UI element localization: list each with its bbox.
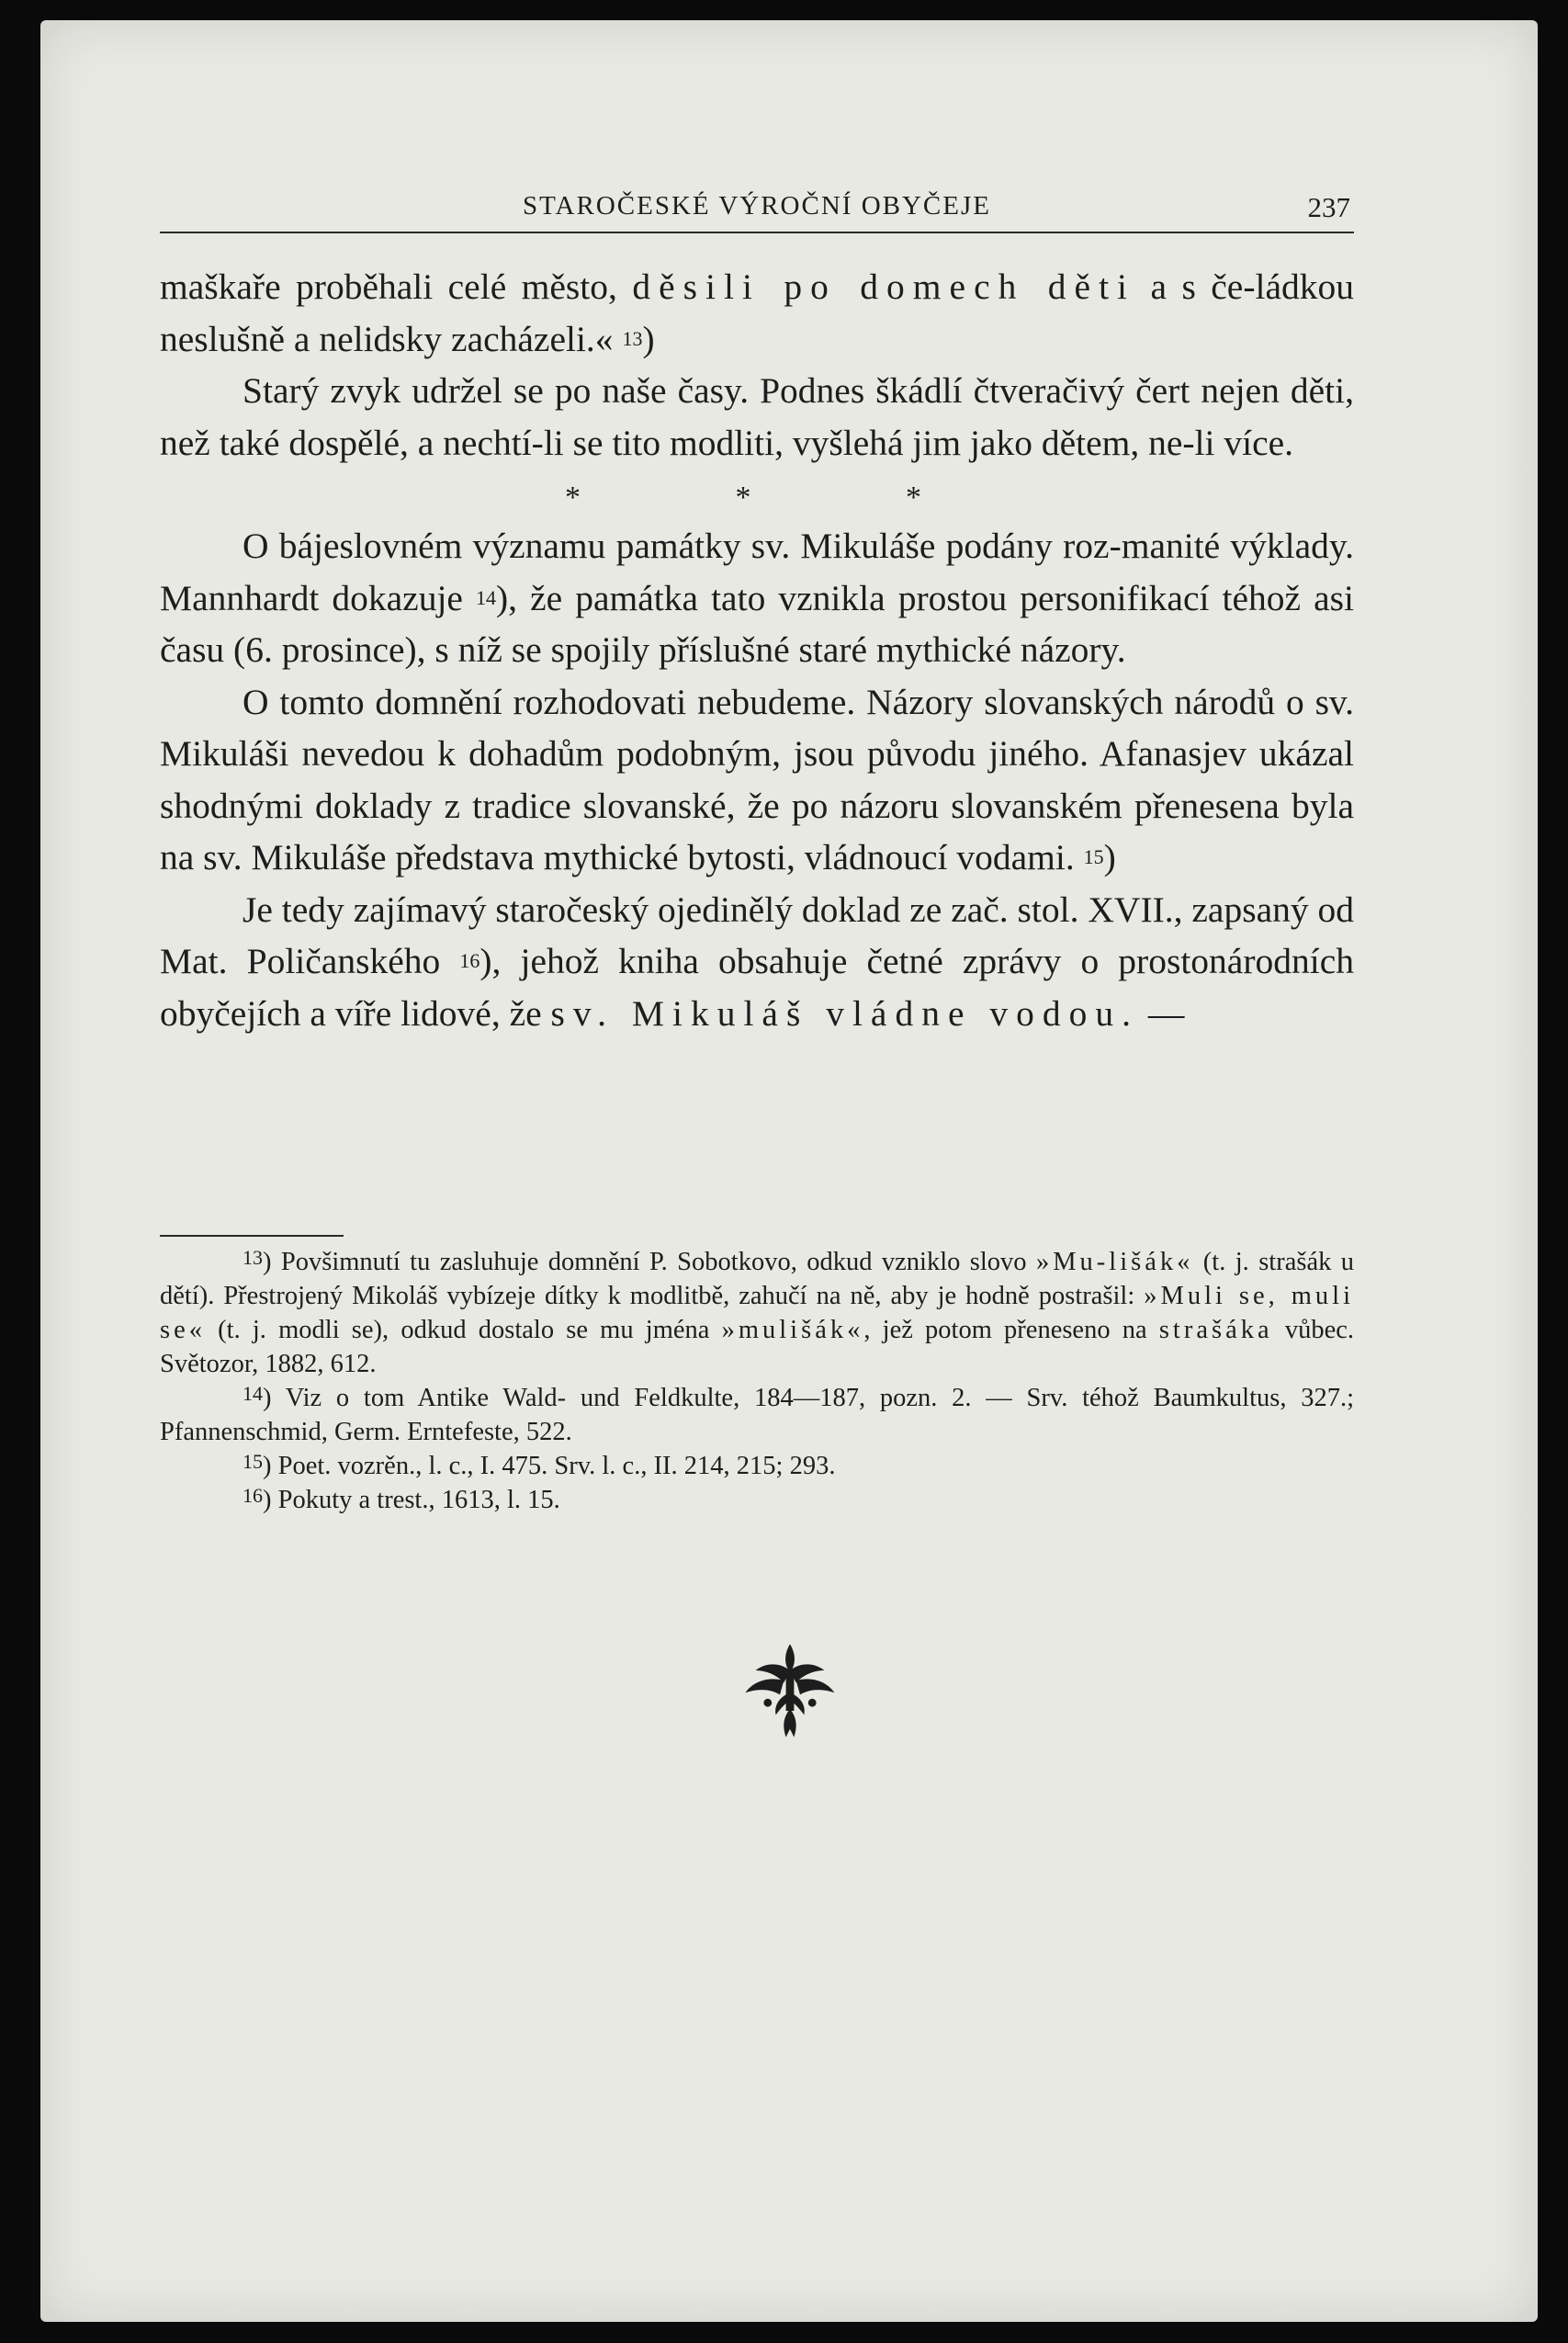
book-page xyxy=(40,20,1538,2322)
fn13-emphasis-4: strašáka xyxy=(1158,1316,1273,1344)
paragraph-5 xyxy=(160,884,1354,1040)
fn14-text: ) Viz o tom Antike Wald- und Feldkulte, 184—187, pozn. 2. — Srv. téhož Baumkultus, 327.; Pfannenschmid, Germ. Erntefeste, 522. xyxy=(160,1384,1354,1446)
page-number: 237 xyxy=(1307,191,1350,223)
footnote-15 xyxy=(160,1449,1354,1483)
p1-text-3: ) xyxy=(642,318,655,359)
fn13-text-1: ) Povšimnutí tu zasluhuje domnění P. Sobotkovo, odkud vzniklo slovo xyxy=(263,1248,1036,1276)
footnote-mark-15: 15 xyxy=(243,1450,263,1473)
paragraph-3 xyxy=(160,520,1354,676)
footnote-divider xyxy=(160,1235,344,1237)
p5-text-2: ), jehož kniha obsahuje četné zprávy o prostonárodních obyčejích a víře lidové, že xyxy=(160,941,1355,1034)
fn13-emphasis-1: »Mu-lišák« xyxy=(1035,1248,1194,1276)
footnote-mark-16: 16 xyxy=(243,1484,263,1507)
p4-text-1: O tomto domnění rozhodovati nebudeme. Názory slovanských národů o sv. Mikuláši nevedou k dohadům podobným, jsou původu jiného. Afanasjev ukázal shodnými doklady z tradice slovanské, že po názoru slovanském přenesena byla na sv. Mikuláše představa mythické bytosti, vládnoucí vodami. xyxy=(160,681,1354,877)
fn13-text-5: vůbec. Světozor, 1882, 612. xyxy=(160,1316,1354,1378)
fn16-text: ) Pokuty a trest., 1613, l. 15. xyxy=(263,1486,560,1514)
running-header xyxy=(160,186,1354,233)
footnote-mark-13: 13 xyxy=(243,1246,263,1269)
p5-text-3: — xyxy=(1139,992,1185,1034)
footnote-ref-16: 16 xyxy=(459,949,480,972)
footnote-mark-14: 14 xyxy=(243,1382,263,1405)
footnote-16 xyxy=(160,1483,1354,1517)
fn13-emphasis-3: »mulišák« xyxy=(721,1316,864,1344)
fn15-text: ) Poet. vozrěn., l. c., I. 475. Srv. l. c., II. 214, 215; 293. xyxy=(263,1452,836,1480)
footnote-13 xyxy=(160,1245,1354,1381)
section-break-asterisks: * * * xyxy=(565,481,995,515)
p1-emphasis: děsili po domech děti xyxy=(632,266,1136,307)
fn13-text-4: , jež potom přeneseno na xyxy=(863,1316,1159,1344)
paragraph-1 xyxy=(160,261,1354,365)
footnote-ref-14: 14 xyxy=(476,585,497,609)
fleuron-icon xyxy=(739,1640,840,1741)
fn13-text-2: (t. j. strašák u dětí). Přestrojený Mikoláš vybízeje dítky k modlitbě, zahučí na ně, aby je hodně postrašil: xyxy=(160,1248,1355,1310)
footnotes xyxy=(160,1245,1354,1517)
paragraph-4 xyxy=(160,676,1354,884)
p3-text-1: O bájeslovném významu památky sv. Mikuláše podány roz-manité výklady. Mannhardt dokazuje xyxy=(160,526,1354,618)
paragraph-2: Starý zvyk udržel se po naše časy. Podnes škádlí čtveračivý čert nejen děti, než také dospělé, a nechtí-li se tito modliti, vyšlehá jim jako dětem, ne-li více. xyxy=(160,370,1354,463)
footnote-ref-15: 15 xyxy=(1083,845,1104,868)
p1-text-2: a s če-ládkou neslušně a nelidsky zacházeli.« xyxy=(160,266,1354,359)
running-title: STAROČESKÉ VÝROČNÍ OBYČEJE xyxy=(523,191,991,221)
fn13-emphasis-2: »Muli se, muli se« xyxy=(160,1282,1354,1344)
p1-text-1: maškaře proběhali celé město, xyxy=(160,266,633,307)
p3-text-2: ), že památka tato vznikla prostou personifikací téhož asi času (6. prosince), s níž se spojily příslušné staré mythické názory. xyxy=(160,577,1354,670)
p5-emphasis: sv. Mikuláš vládne vodou. xyxy=(550,992,1139,1034)
main-text xyxy=(160,261,1354,1039)
footnote-ref-13: 13 xyxy=(622,326,643,350)
p4-text-2: ) xyxy=(1103,837,1116,877)
footnote-14 xyxy=(160,1381,1354,1449)
fn13-text-3: (t. j. modli se), odkud dostalo se mu jména xyxy=(206,1316,722,1344)
p5-text-1: Je tedy zajímavý staročeský ojedinělý doklad ze zač. stol. XVII., zapsaný od Mat. Poličanského xyxy=(160,889,1354,981)
